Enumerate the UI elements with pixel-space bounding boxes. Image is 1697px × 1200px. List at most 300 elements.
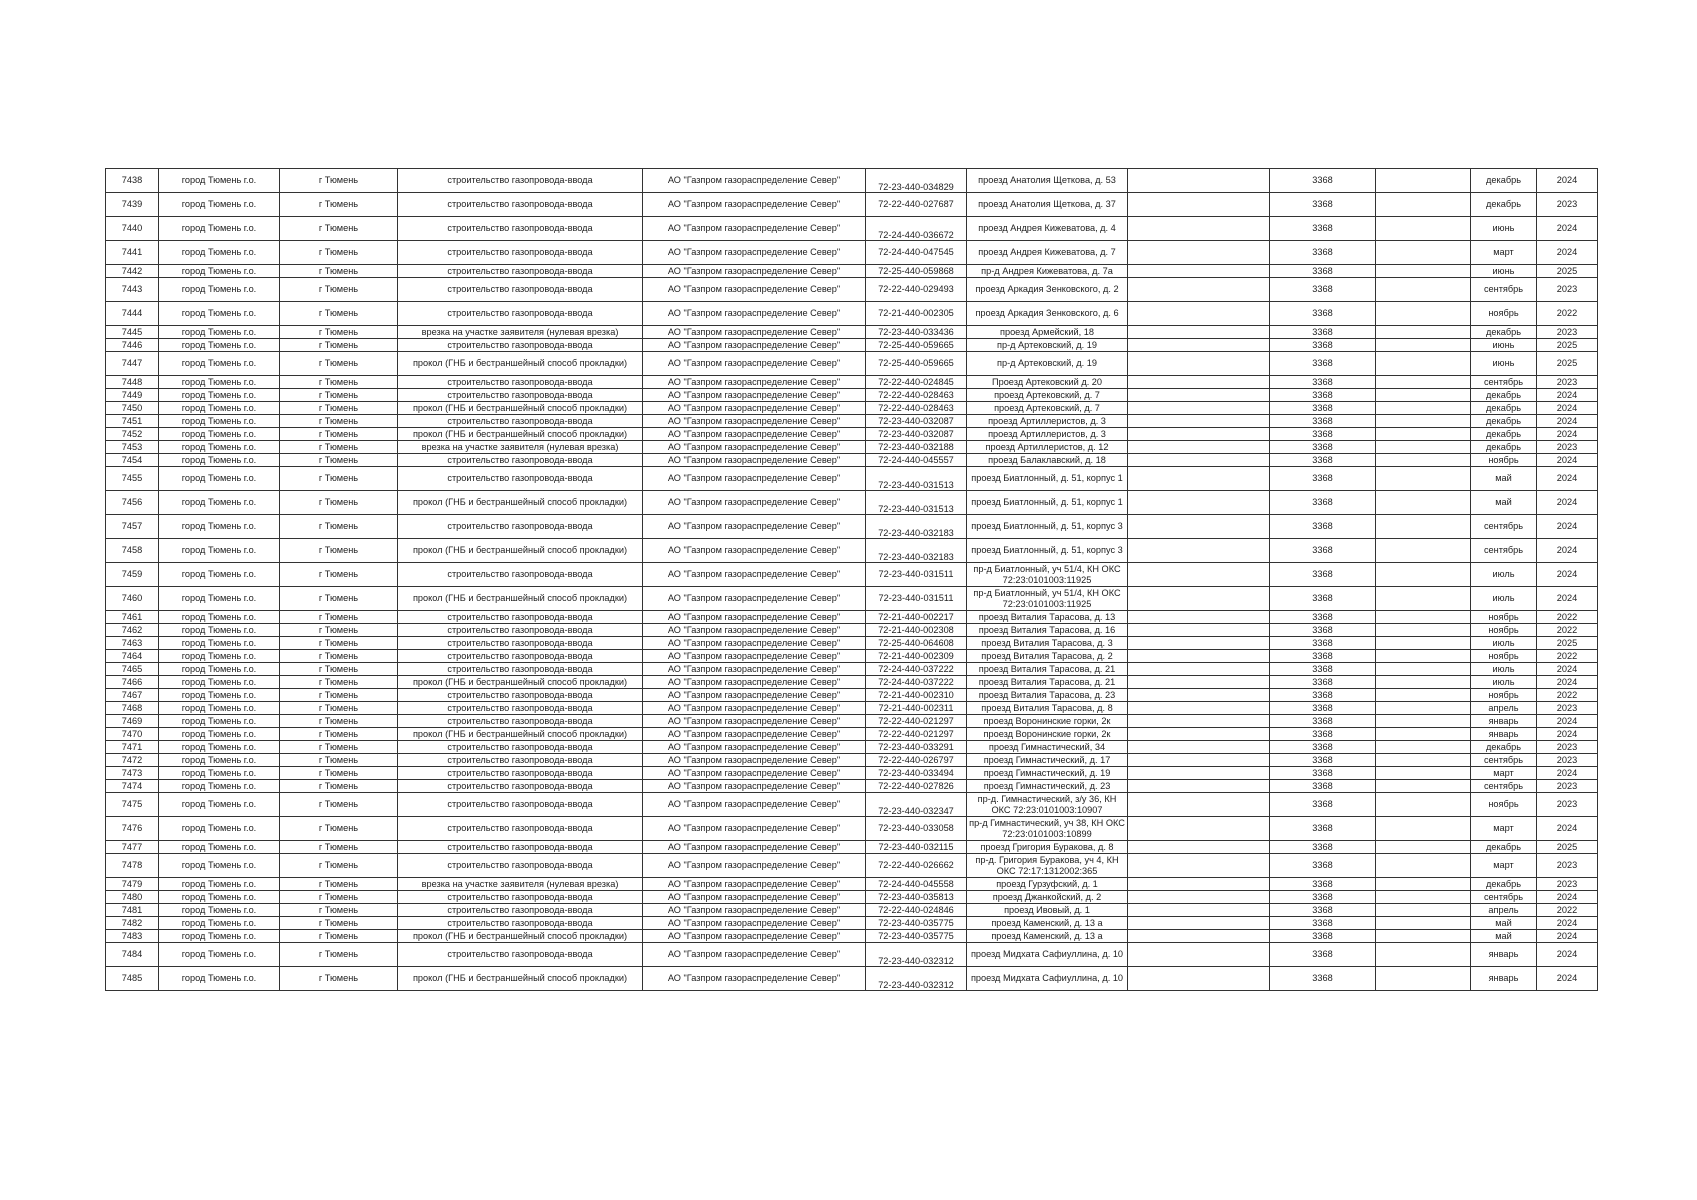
month-cell: декабрь <box>1471 193 1537 217</box>
municipality-cell: город Тюмень г.о. <box>159 637 280 650</box>
work-type-cell: прокол (ГНБ и бестраншейный способ прокладки) <box>398 728 643 741</box>
city-cell: г Тюмень <box>280 587 398 611</box>
year-cell: 2023 <box>1537 878 1598 891</box>
city-cell: г Тюмень <box>280 854 398 878</box>
table-row <box>106 754 1598 767</box>
empty-cell <box>1376 563 1471 587</box>
municipality-cell: город Тюмень г.о. <box>159 930 280 943</box>
empty-cell <box>1128 491 1270 515</box>
code-cell: 3368 <box>1270 326 1376 339</box>
empty-cell <box>1376 793 1471 817</box>
organization-cell: АО "Газпром газораспределение Север" <box>643 793 866 817</box>
work-type-cell: строительство газопровода-ввода <box>398 891 643 904</box>
month-cell: сентябрь <box>1471 780 1537 793</box>
municipality-cell: город Тюмень г.о. <box>159 326 280 339</box>
address-cell: проезд Григория Буракова, д. 8 <box>967 841 1128 854</box>
application-number-cell: 72-22-440-024845 <box>866 376 967 389</box>
work-type-cell: строительство газопровода-ввода <box>398 265 643 278</box>
address-cell: проезд Андрея Кижеватова, д. 4 <box>967 217 1128 241</box>
empty-cell <box>1376 515 1471 539</box>
empty-cell <box>1376 891 1471 904</box>
city-cell: г Тюмень <box>280 741 398 754</box>
application-number-cell: 72-24-440-036672 <box>866 217 967 241</box>
month-cell: май <box>1471 467 1537 491</box>
empty-cell <box>1376 741 1471 754</box>
city-cell: г Тюмень <box>280 637 398 650</box>
code-cell: 3368 <box>1270 278 1376 302</box>
empty-cell <box>1376 376 1471 389</box>
address-cell: проезд Каменский, д. 13 а <box>967 917 1128 930</box>
empty-cell <box>1128 904 1270 917</box>
organization-cell: АО "Газпром газораспределение Север" <box>643 917 866 930</box>
empty-cell <box>1376 904 1471 917</box>
code-cell: 3368 <box>1270 241 1376 265</box>
organization-cell: АО "Газпром газораспределение Север" <box>643 817 866 841</box>
municipality-cell: город Тюмень г.о. <box>159 943 280 967</box>
organization-cell: АО "Газпром газораспределение Север" <box>643 611 866 624</box>
row-number: 7438 <box>106 169 159 193</box>
row-number: 7455 <box>106 467 159 491</box>
address-cell: проезд Виталия Тарасова, д. 13 <box>967 611 1128 624</box>
municipality-cell: город Тюмень г.о. <box>159 415 280 428</box>
empty-cell <box>1376 689 1471 702</box>
empty-cell <box>1376 193 1471 217</box>
work-type-cell: строительство газопровода-ввода <box>398 376 643 389</box>
city-cell: г Тюмень <box>280 702 398 715</box>
empty-cell <box>1128 193 1270 217</box>
code-cell: 3368 <box>1270 302 1376 326</box>
city-cell: г Тюмень <box>280 841 398 854</box>
application-number-cell: 72-23-440-031511 <box>866 563 967 587</box>
row-number: 7439 <box>106 193 159 217</box>
empty-cell <box>1128 780 1270 793</box>
row-number: 7452 <box>106 428 159 441</box>
empty-cell <box>1376 663 1471 676</box>
year-cell: 2022 <box>1537 650 1598 663</box>
code-cell: 3368 <box>1270 943 1376 967</box>
municipality-cell: город Тюмень г.о. <box>159 624 280 637</box>
address-cell: проезд Виталия Тарасова, д. 2 <box>967 650 1128 663</box>
work-type-cell: прокол (ГНБ и бестраншейный способ прокладки) <box>398 930 643 943</box>
code-cell: 3368 <box>1270 587 1376 611</box>
application-number-cell: 72-24-440-037222 <box>866 663 967 676</box>
code-cell: 3368 <box>1270 217 1376 241</box>
year-cell: 2024 <box>1537 943 1598 967</box>
city-cell: г Тюмень <box>280 467 398 491</box>
city-cell: г Тюмень <box>280 767 398 780</box>
row-number: 7440 <box>106 217 159 241</box>
address-cell: проезд Армейский, 18 <box>967 326 1128 339</box>
address-cell: пр-д Биатлонный, уч 51/4, КН ОКС 72:23:0101003:11925 <box>967 563 1128 587</box>
empty-cell <box>1128 967 1270 991</box>
address-cell: проезд Биатлонный, д. 51, корпус 1 <box>967 467 1128 491</box>
code-cell: 3368 <box>1270 767 1376 780</box>
city-cell: г Тюмень <box>280 878 398 891</box>
city-cell: г Тюмень <box>280 676 398 689</box>
empty-cell <box>1128 169 1270 193</box>
municipality-cell: город Тюмень г.о. <box>159 767 280 780</box>
city-cell: г Тюмень <box>280 611 398 624</box>
row-number: 7451 <box>106 415 159 428</box>
table-row <box>106 676 1598 689</box>
address-cell: проезд Воронинские горки, 2к <box>967 715 1128 728</box>
table-row <box>106 563 1598 587</box>
code-cell: 3368 <box>1270 663 1376 676</box>
municipality-cell: город Тюмень г.о. <box>159 741 280 754</box>
city-cell: г Тюмень <box>280 817 398 841</box>
city-cell: г Тюмень <box>280 624 398 637</box>
application-number-cell: 72-23-440-032115 <box>866 841 967 854</box>
application-number-cell: 72-23-440-032183 <box>866 539 967 563</box>
work-type-cell: врезка на участке заявителя (нулевая врезка) <box>398 878 643 891</box>
organization-cell: АО "Газпром газораспределение Север" <box>643 904 866 917</box>
code-cell: 3368 <box>1270 402 1376 415</box>
organization-cell: АО "Газпром газораспределение Север" <box>643 702 866 715</box>
work-type-cell: строительство газопровода-ввода <box>398 754 643 767</box>
organization-cell: АО "Газпром газораспределение Север" <box>643 715 866 728</box>
code-cell: 3368 <box>1270 780 1376 793</box>
code-cell: 3368 <box>1270 515 1376 539</box>
work-type-cell: строительство газопровода-ввода <box>398 767 643 780</box>
application-number-cell: 72-23-440-033058 <box>866 817 967 841</box>
address-cell: проезд Виталия Тарасова, д. 21 <box>967 663 1128 676</box>
empty-cell <box>1128 241 1270 265</box>
organization-cell: АО "Газпром газораспределение Север" <box>643 217 866 241</box>
row-number: 7468 <box>106 702 159 715</box>
year-cell: 2024 <box>1537 587 1598 611</box>
empty-cell <box>1376 878 1471 891</box>
year-cell: 2025 <box>1537 637 1598 650</box>
organization-cell: АО "Газпром газораспределение Север" <box>643 663 866 676</box>
organization-cell: АО "Газпром газораспределение Север" <box>643 352 866 376</box>
month-cell: ноябрь <box>1471 611 1537 624</box>
row-number: 7447 <box>106 352 159 376</box>
address-cell: проезд Артековский, д. 7 <box>967 402 1128 415</box>
table-row <box>106 491 1598 515</box>
city-cell: г Тюмень <box>280 891 398 904</box>
code-cell: 3368 <box>1270 265 1376 278</box>
month-cell: июль <box>1471 587 1537 611</box>
municipality-cell: город Тюмень г.о. <box>159 217 280 241</box>
code-cell: 3368 <box>1270 467 1376 491</box>
work-type-cell: строительство газопровода-ввода <box>398 241 643 265</box>
row-number: 7473 <box>106 767 159 780</box>
row-number: 7465 <box>106 663 159 676</box>
empty-cell <box>1128 467 1270 491</box>
municipality-cell: город Тюмень г.о. <box>159 715 280 728</box>
empty-cell <box>1376 454 1471 467</box>
application-number-cell: 72-23-440-032312 <box>866 967 967 991</box>
table-row <box>106 878 1598 891</box>
month-cell: декабрь <box>1471 741 1537 754</box>
empty-cell <box>1128 943 1270 967</box>
organization-cell: АО "Газпром газораспределение Север" <box>643 515 866 539</box>
municipality-cell: город Тюмень г.о. <box>159 454 280 467</box>
empty-cell <box>1128 217 1270 241</box>
empty-cell <box>1128 689 1270 702</box>
work-type-cell: строительство газопровода-ввода <box>398 169 643 193</box>
organization-cell: АО "Газпром газораспределение Север" <box>643 389 866 402</box>
municipality-cell: город Тюмень г.о. <box>159 402 280 415</box>
address-cell: проезд Артиллеристов, д. 3 <box>967 428 1128 441</box>
table-row <box>106 741 1598 754</box>
municipality-cell: город Тюмень г.о. <box>159 428 280 441</box>
work-type-cell: строительство газопровода-ввода <box>398 702 643 715</box>
work-type-cell: строительство газопровода-ввода <box>398 817 643 841</box>
empty-cell <box>1376 467 1471 491</box>
month-cell: апрель <box>1471 702 1537 715</box>
table-row <box>106 943 1598 967</box>
empty-cell <box>1376 217 1471 241</box>
empty-cell <box>1128 702 1270 715</box>
empty-cell <box>1376 491 1471 515</box>
application-number-cell: 72-23-440-033494 <box>866 767 967 780</box>
empty-cell <box>1128 278 1270 302</box>
organization-cell: АО "Газпром газораспределение Север" <box>643 376 866 389</box>
row-number: 7449 <box>106 389 159 402</box>
empty-cell <box>1128 265 1270 278</box>
application-number-cell: 72-22-440-026662 <box>866 854 967 878</box>
application-number-cell: 72-23-440-032183 <box>866 515 967 539</box>
table-row <box>106 624 1598 637</box>
address-cell: проезд Каменский, д. 13 а <box>967 930 1128 943</box>
code-cell: 3368 <box>1270 650 1376 663</box>
month-cell: июнь <box>1471 339 1537 352</box>
organization-cell: АО "Газпром газораспределение Север" <box>643 841 866 854</box>
empty-cell <box>1128 841 1270 854</box>
code-cell: 3368 <box>1270 428 1376 441</box>
municipality-cell: город Тюмень г.о. <box>159 817 280 841</box>
municipality-cell: город Тюмень г.о. <box>159 891 280 904</box>
work-type-cell: строительство газопровода-ввода <box>398 515 643 539</box>
address-cell: проезд Анатолия Щеткова, д. 37 <box>967 193 1128 217</box>
work-type-cell: строительство газопровода-ввода <box>398 793 643 817</box>
month-cell: май <box>1471 930 1537 943</box>
empty-cell <box>1128 515 1270 539</box>
work-type-cell: строительство газопровода-ввода <box>398 780 643 793</box>
table-row <box>106 904 1598 917</box>
application-number-cell: 72-21-440-002311 <box>866 702 967 715</box>
table-row <box>106 265 1598 278</box>
month-cell: март <box>1471 817 1537 841</box>
row-number: 7479 <box>106 878 159 891</box>
row-number: 7450 <box>106 402 159 415</box>
code-cell: 3368 <box>1270 817 1376 841</box>
address-cell: проезд Гимнастический, д. 17 <box>967 754 1128 767</box>
year-cell: 2023 <box>1537 780 1598 793</box>
application-number-cell: 72-23-440-034829 <box>866 169 967 193</box>
year-cell: 2024 <box>1537 389 1598 402</box>
year-cell: 2023 <box>1537 854 1598 878</box>
city-cell: г Тюмень <box>280 326 398 339</box>
month-cell: ноябрь <box>1471 793 1537 817</box>
municipality-cell: город Тюмень г.о. <box>159 169 280 193</box>
city-cell: г Тюмень <box>280 169 398 193</box>
address-cell: пр-д Биатлонный, уч 51/4, КН ОКС 72:23:0101003:11925 <box>967 587 1128 611</box>
empty-cell <box>1376 326 1471 339</box>
municipality-cell: город Тюмень г.о. <box>159 611 280 624</box>
code-cell: 3368 <box>1270 967 1376 991</box>
month-cell: июль <box>1471 663 1537 676</box>
row-number: 7478 <box>106 854 159 878</box>
month-cell: ноябрь <box>1471 689 1537 702</box>
work-type-cell: строительство газопровода-ввода <box>398 841 643 854</box>
organization-cell: АО "Газпром газораспределение Север" <box>643 587 866 611</box>
code-cell: 3368 <box>1270 728 1376 741</box>
organization-cell: АО "Газпром газораспределение Север" <box>643 728 866 741</box>
empty-cell <box>1376 943 1471 967</box>
table-row <box>106 793 1598 817</box>
table-row <box>106 278 1598 302</box>
year-cell: 2023 <box>1537 278 1598 302</box>
address-cell: проезд Виталия Тарасова, д. 21 <box>967 676 1128 689</box>
application-number-cell: 72-24-440-045558 <box>866 878 967 891</box>
municipality-cell: город Тюмень г.о. <box>159 265 280 278</box>
application-number-cell: 72-22-440-021297 <box>866 715 967 728</box>
application-number-cell: 72-23-440-035775 <box>866 930 967 943</box>
year-cell: 2023 <box>1537 326 1598 339</box>
table-row <box>106 415 1598 428</box>
year-cell: 2024 <box>1537 402 1598 415</box>
address-cell: проезд Гимнастический, д. 19 <box>967 767 1128 780</box>
empty-cell <box>1376 265 1471 278</box>
row-number: 7474 <box>106 780 159 793</box>
work-type-cell: строительство газопровода-ввода <box>398 302 643 326</box>
work-type-cell: строительство газопровода-ввода <box>398 339 643 352</box>
municipality-cell: город Тюмень г.о. <box>159 917 280 930</box>
municipality-cell: город Тюмень г.о. <box>159 689 280 702</box>
empty-cell <box>1128 339 1270 352</box>
city-cell: г Тюмень <box>280 715 398 728</box>
empty-cell <box>1376 441 1471 454</box>
application-number-cell: 72-22-440-024846 <box>866 904 967 917</box>
city-cell: г Тюмень <box>280 780 398 793</box>
city-cell: г Тюмень <box>280 402 398 415</box>
city-cell: г Тюмень <box>280 265 398 278</box>
work-type-cell: прокол (ГНБ и бестраншейный способ прокладки) <box>398 676 643 689</box>
municipality-cell: город Тюмень г.о. <box>159 967 280 991</box>
code-cell: 3368 <box>1270 539 1376 563</box>
empty-cell <box>1128 930 1270 943</box>
city-cell: г Тюмень <box>280 441 398 454</box>
empty-cell <box>1128 326 1270 339</box>
organization-cell: АО "Газпром газораспределение Север" <box>643 624 866 637</box>
application-number-cell: 72-21-440-002310 <box>866 689 967 702</box>
application-number-cell: 72-25-440-059665 <box>866 339 967 352</box>
city-cell: г Тюмень <box>280 515 398 539</box>
empty-cell <box>1128 611 1270 624</box>
row-number: 7461 <box>106 611 159 624</box>
year-cell: 2024 <box>1537 891 1598 904</box>
work-type-cell: строительство газопровода-ввода <box>398 917 643 930</box>
year-cell: 2023 <box>1537 702 1598 715</box>
empty-cell <box>1376 854 1471 878</box>
table-row <box>106 217 1598 241</box>
code-cell: 3368 <box>1270 637 1376 650</box>
address-cell: проезд Андрея Кижеватова, д. 7 <box>967 241 1128 265</box>
organization-cell: АО "Газпром газораспределение Север" <box>643 302 866 326</box>
empty-cell <box>1128 428 1270 441</box>
address-cell: проезд Артековский, д. 7 <box>967 389 1128 402</box>
row-number: 7453 <box>106 441 159 454</box>
application-number-cell: 72-22-440-026797 <box>866 754 967 767</box>
empty-cell <box>1376 539 1471 563</box>
month-cell: март <box>1471 241 1537 265</box>
code-cell: 3368 <box>1270 193 1376 217</box>
code-cell: 3368 <box>1270 741 1376 754</box>
city-cell: г Тюмень <box>280 728 398 741</box>
application-number-cell: 72-24-440-045557 <box>866 454 967 467</box>
organization-cell: АО "Газпром газораспределение Север" <box>643 741 866 754</box>
municipality-cell: город Тюмень г.о. <box>159 278 280 302</box>
empty-cell <box>1376 841 1471 854</box>
municipality-cell: город Тюмень г.о. <box>159 841 280 854</box>
table-row <box>106 389 1598 402</box>
month-cell: январь <box>1471 967 1537 991</box>
city-cell: г Тюмень <box>280 302 398 326</box>
municipality-cell: город Тюмень г.о. <box>159 515 280 539</box>
code-cell: 3368 <box>1270 891 1376 904</box>
address-cell: проезд Виталия Тарасова, д. 8 <box>967 702 1128 715</box>
municipality-cell: город Тюмень г.о. <box>159 376 280 389</box>
month-cell: май <box>1471 917 1537 930</box>
organization-cell: АО "Газпром газораспределение Север" <box>643 689 866 702</box>
row-number: 7472 <box>106 754 159 767</box>
table-row <box>106 169 1598 193</box>
work-type-cell: прокол (ГНБ и бестраншейный способ прокладки) <box>398 352 643 376</box>
work-type-cell: строительство газопровода-ввода <box>398 278 643 302</box>
application-number-cell: 72-22-440-027687 <box>866 193 967 217</box>
table-row <box>106 352 1598 376</box>
municipality-cell: город Тюмень г.о. <box>159 352 280 376</box>
year-cell: 2024 <box>1537 415 1598 428</box>
month-cell: сентябрь <box>1471 515 1537 539</box>
row-number: 7485 <box>106 967 159 991</box>
municipality-cell: город Тюмень г.о. <box>159 339 280 352</box>
year-cell: 2024 <box>1537 454 1598 467</box>
code-cell: 3368 <box>1270 917 1376 930</box>
row-number: 7463 <box>106 637 159 650</box>
address-cell: проезд Гимнастический, 34 <box>967 741 1128 754</box>
table-row <box>106 302 1598 326</box>
empty-cell <box>1128 637 1270 650</box>
empty-cell <box>1376 241 1471 265</box>
organization-cell: АО "Газпром газораспределение Север" <box>643 454 866 467</box>
year-cell: 2024 <box>1537 539 1598 563</box>
table-row <box>106 917 1598 930</box>
application-number-cell: 72-25-440-059868 <box>866 265 967 278</box>
month-cell: июль <box>1471 637 1537 650</box>
empty-cell <box>1128 878 1270 891</box>
organization-cell: АО "Газпром газораспределение Север" <box>643 943 866 967</box>
row-number: 7454 <box>106 454 159 467</box>
code-cell: 3368 <box>1270 854 1376 878</box>
address-cell: проезд Мидхата Сафиуллина, д. 10 <box>967 967 1128 991</box>
organization-cell: АО "Газпром газораспределение Север" <box>643 780 866 793</box>
empty-cell <box>1128 415 1270 428</box>
empty-cell <box>1376 754 1471 767</box>
work-type-cell: строительство газопровода-ввода <box>398 689 643 702</box>
month-cell: июнь <box>1471 352 1537 376</box>
organization-cell: АО "Газпром газораспределение Север" <box>643 441 866 454</box>
application-number-cell: 72-23-440-031513 <box>866 467 967 491</box>
month-cell: ноябрь <box>1471 650 1537 663</box>
city-cell: г Тюмень <box>280 454 398 467</box>
table-row <box>106 930 1598 943</box>
code-cell: 3368 <box>1270 376 1376 389</box>
month-cell: сентябрь <box>1471 376 1537 389</box>
month-cell: январь <box>1471 715 1537 728</box>
